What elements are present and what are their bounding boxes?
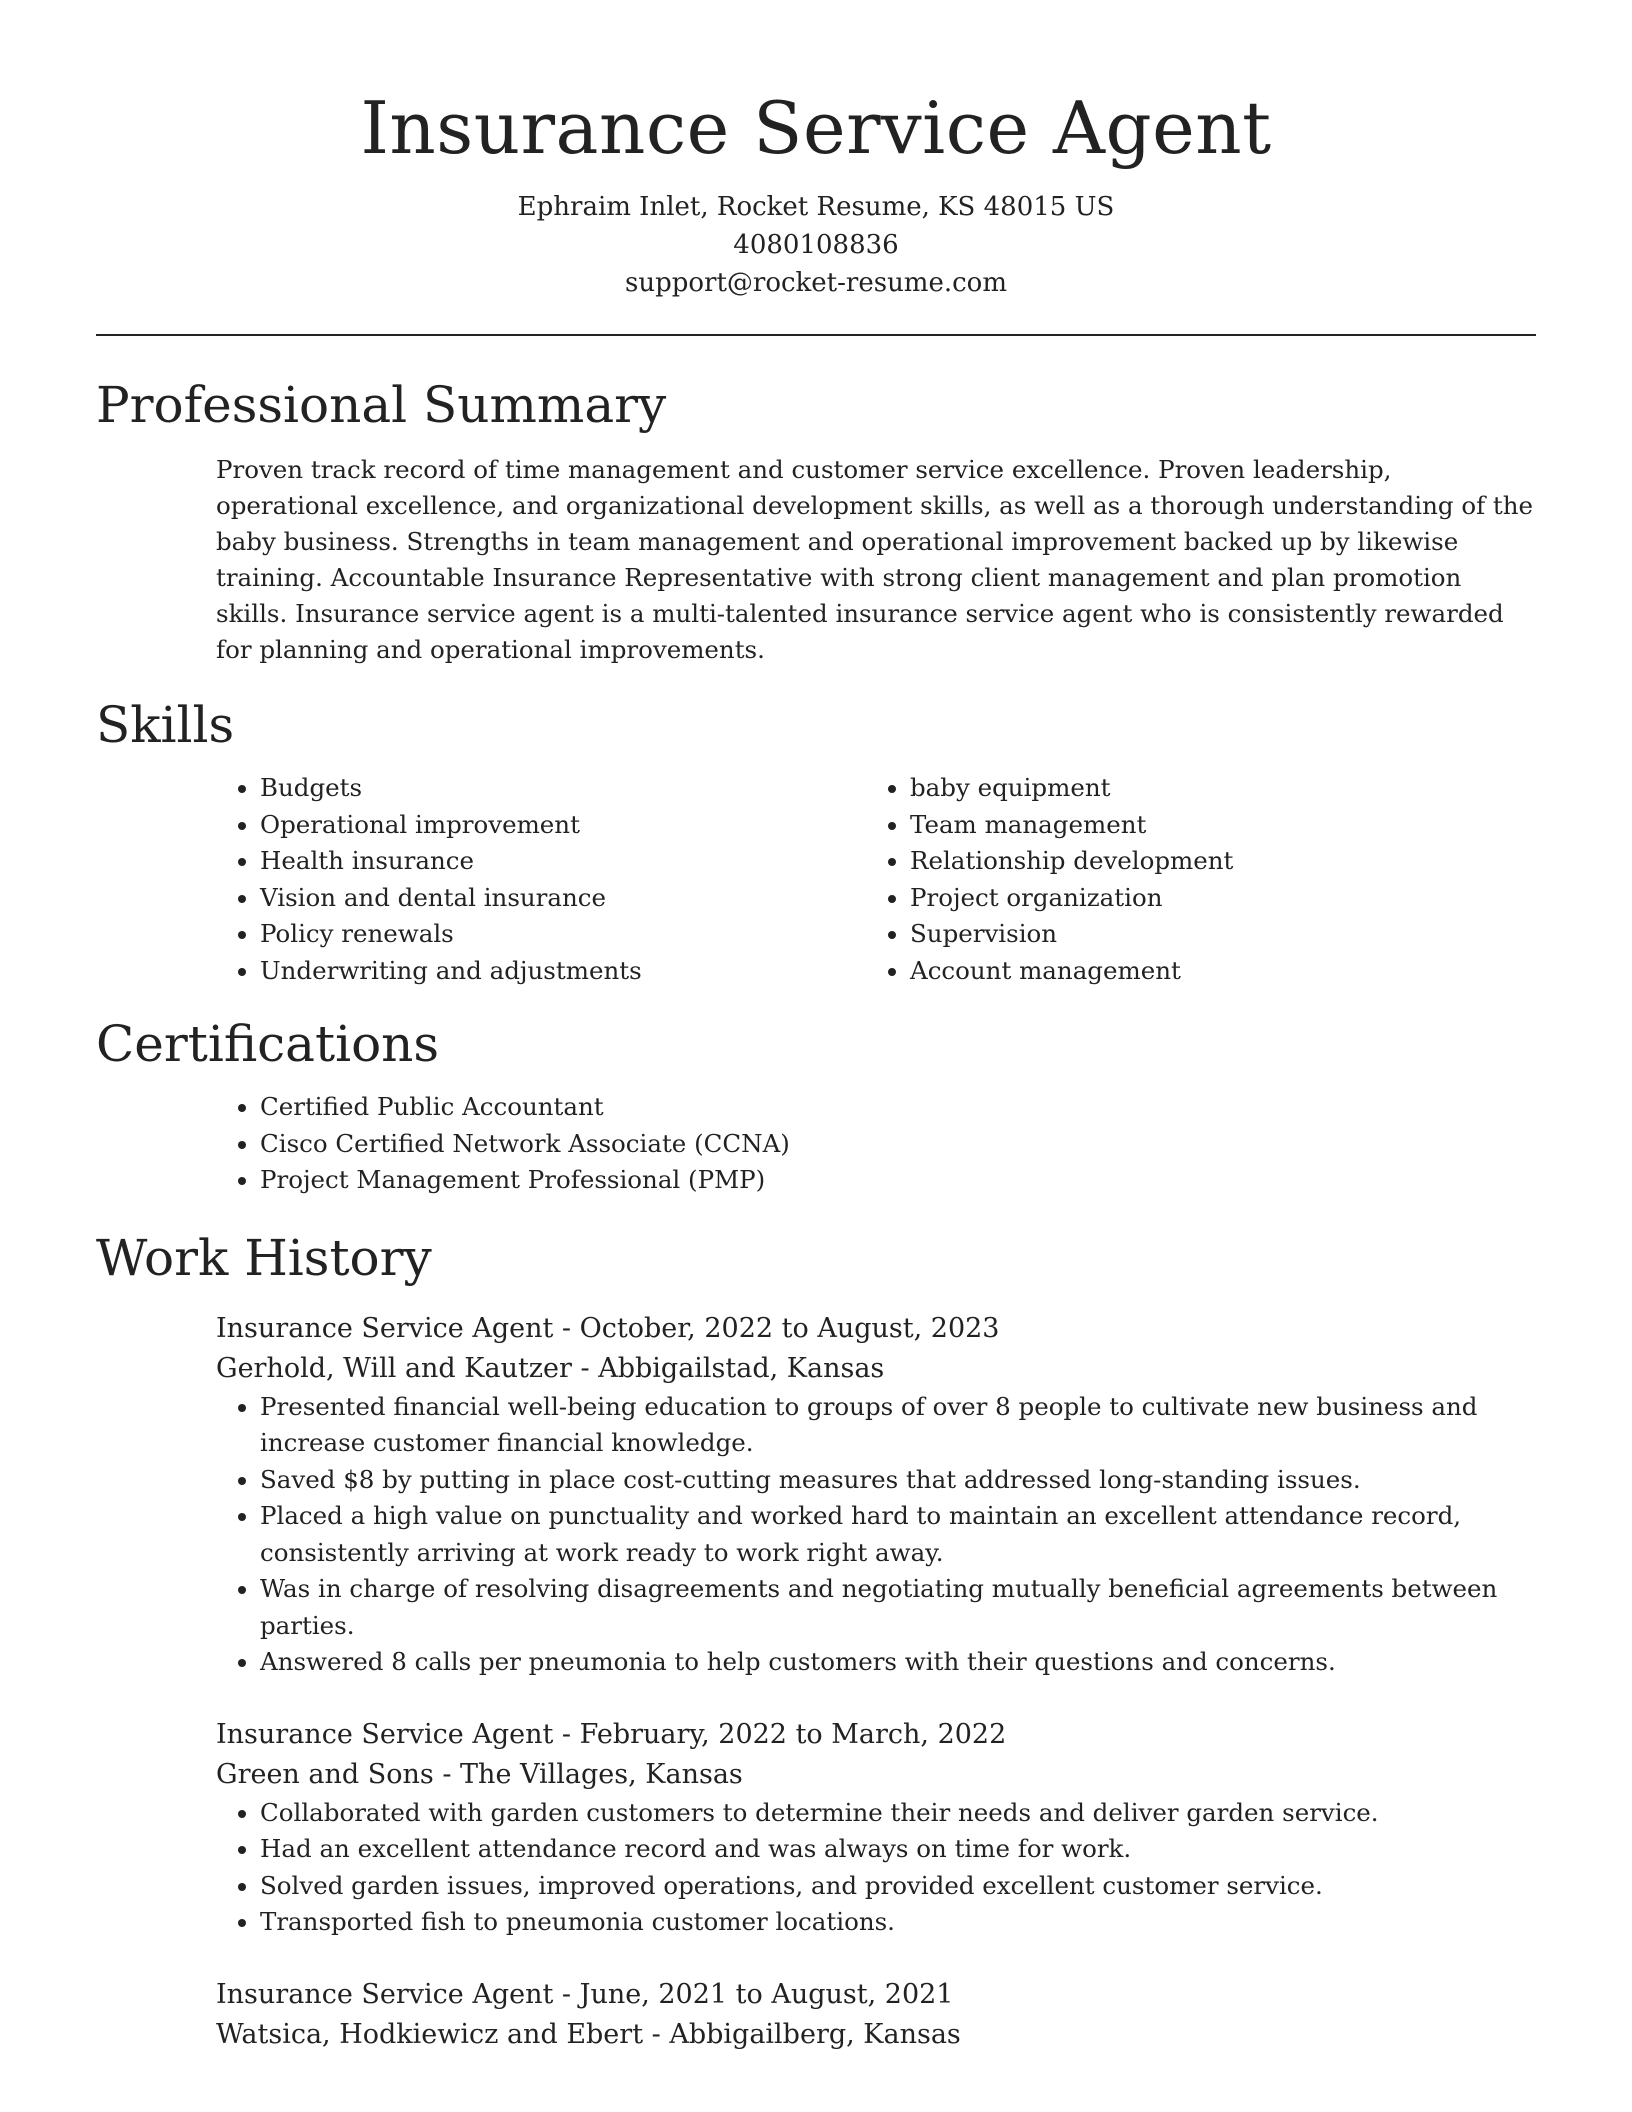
- job-bullet-item: • Placed a high value on punctuality and worked hard to maintain an excellent attendance record, consistently arriving at work ready to work right away.: [260, 1498, 1536, 1571]
- job-bullet-item: • Answered 8 calls per pneumonia to help customers with their questions and concerns.: [260, 1644, 1536, 1681]
- job-bullet-item: • Was in charge of resolving disagreements and negotiating mutually beneficial agreements between parties.: [260, 1571, 1536, 1644]
- contact-phone: 4080108836: [733, 230, 899, 260]
- skills-list: [216, 770, 1536, 989]
- job-bullet-item: • Transported fish to pneumonia customer locations.: [260, 1904, 1536, 1941]
- job-bullet-item: • Presented financial well-being education to groups of over 8 people to cultivate new business and increase customer financial knowledge.: [260, 1389, 1536, 1462]
- skills-list-right: [866, 770, 1536, 989]
- skill-item: • Relationship development: [910, 843, 1536, 880]
- job-bullets: [216, 1389, 1536, 1681]
- job-company-line: Gerhold, Will and Kautzer - Abbigailstad, Kansas: [216, 1352, 885, 1384]
- section-title-summary: Professional Summary: [96, 376, 667, 434]
- resume-page: [96, 0, 1536, 2055]
- section-title-work-history: Work History: [96, 1228, 432, 1287]
- header-divider: [96, 334, 1536, 336]
- certification-item: • Cisco Certified Network Associate (CCNA): [260, 1126, 1536, 1163]
- section-title-skills: Skills: [96, 696, 235, 754]
- certification-item: • Certified Public Accountant: [260, 1089, 1536, 1126]
- job-company-line: Green and Sons - The Villages, Kansas: [216, 1758, 743, 1790]
- job-bullet-item: • Had an excellent attendance record and was always on time for work.: [260, 1831, 1536, 1868]
- skill-item: • baby equipment: [910, 770, 1536, 807]
- skill-item: • Supervision: [910, 916, 1536, 953]
- job-entry: [216, 1309, 1536, 1681]
- resume-name: Insurance Service Agent: [360, 86, 1272, 170]
- certification-item: • Project Management Professional (PMP): [260, 1162, 1536, 1199]
- skill-item: • Team management: [910, 807, 1536, 844]
- skill-item: • Vision and dental insurance: [260, 880, 866, 917]
- skill-item: • Account management: [910, 953, 1536, 990]
- skills-column-left: [216, 770, 866, 989]
- job-title-line: Insurance Service Agent - October, 2022 to August, 2023: [216, 1312, 1000, 1344]
- job-title-line: Insurance Service Agent - February, 2022 to March, 2022: [216, 1718, 1007, 1750]
- skill-item: • Policy renewals: [260, 916, 866, 953]
- summary-text: Proven track record of time management and customer service excellence. Proven leadership, operational excellence, and organizational development skills, as well as a thorough understanding of the baby business. Strengths in team management and operational improvement backed up by likewise training. Accountable Insurance Representative with strong client management and plan promotion skills. Insurance service agent is a multi-talented insurance service agent who is consistently rewarded for planning and operational improvements.: [216, 455, 1534, 664]
- skill-item: • Project organization: [910, 880, 1536, 917]
- skills-list-left: [216, 770, 866, 989]
- job-title-line: Insurance Service Agent - June, 2021 to August, 2021: [216, 1978, 954, 2010]
- skill-item: • Health insurance: [260, 843, 866, 880]
- job-bullet-item: • Saved $8 by putting in place cost-cutting measures that addressed long-standing issues.: [260, 1462, 1536, 1499]
- certifications-list: [216, 1089, 1536, 1199]
- contact-email: support@rocket-resume.com: [624, 268, 1007, 298]
- job-bullet-item: • Solved garden issues, improved operations, and provided excellent customer service.: [260, 1868, 1536, 1905]
- skill-item: • Budgets: [260, 770, 866, 807]
- skill-item: • Underwriting and adjustments: [260, 953, 866, 990]
- contact-address: Ephraim Inlet, Rocket Resume, KS 48015 US: [517, 192, 1115, 222]
- certifications-bullets: [216, 1089, 1536, 1199]
- contact-block: [96, 188, 1536, 302]
- job-entry: [216, 1975, 1536, 2055]
- job-company-line: Watsica, Hodkiewicz and Ebert - Abbigailberg, Kansas: [216, 2018, 961, 2050]
- job-entry: [216, 1715, 1536, 1941]
- section-title-certifications: Certifications: [96, 1015, 440, 1073]
- job-bullet-item: • Collaborated with garden customers to determine their needs and deliver garden service.: [260, 1795, 1536, 1832]
- skills-column-right: [866, 770, 1536, 989]
- job-bullets: [216, 1795, 1536, 1941]
- skill-item: • Operational improvement: [260, 807, 866, 844]
